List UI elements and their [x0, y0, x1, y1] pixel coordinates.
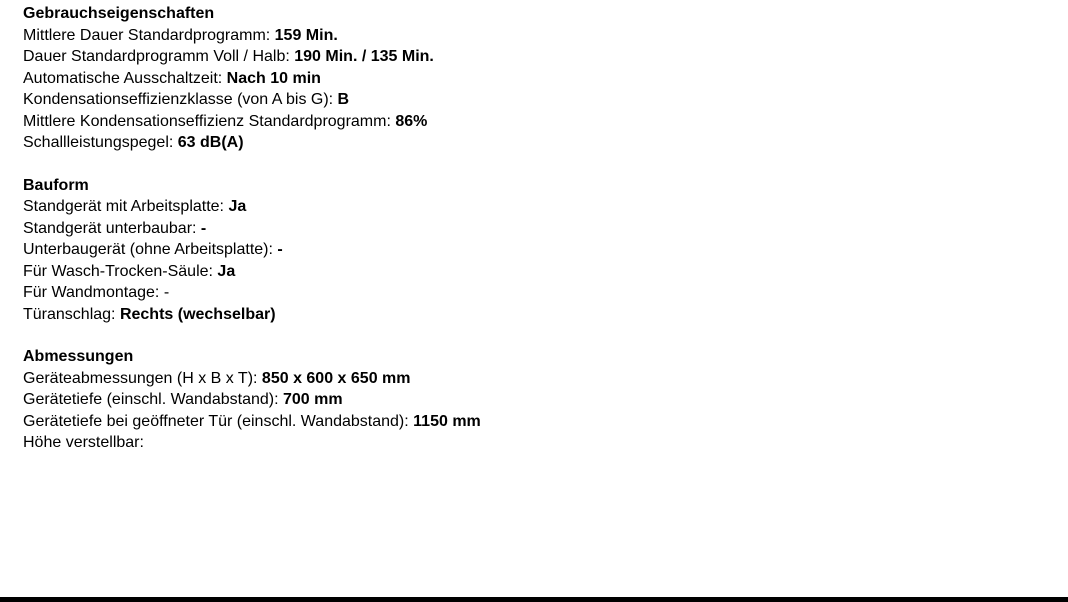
spec-row — [23, 89, 1053, 111]
spec-row — [23, 196, 1053, 218]
spec-label: Standgerät unterbaubar: — [23, 219, 201, 237]
section-title: Gebrauchseigenschaften — [23, 5, 215, 22]
spec-row — [23, 111, 1053, 133]
page-bottom-divider — [0, 597, 1068, 602]
spec-value: 850 x 600 x 650 mm — [261, 369, 411, 387]
spec-label: Mittlere Kondensationseffizienz Standardprogramm: — [23, 112, 396, 130]
section-gebrauchseigenschaften — [23, 3, 1053, 154]
section-abmessungen — [23, 346, 1053, 454]
spec-value: B — [337, 91, 350, 108]
spec-label: Für Wasch-Trocken-Säule: — [23, 262, 218, 280]
spec-label: Für Wandmontage: — [23, 284, 164, 301]
spec-value: Ja — [228, 198, 247, 215]
spec-value: Ja — [217, 262, 236, 280]
spec-label: Standgerät mit Arbeitsplatte: — [23, 198, 229, 215]
spec-label: Schallleistungspegel: — [23, 134, 178, 151]
spec-row — [23, 304, 1053, 326]
spec-row — [23, 368, 1053, 390]
spec-label: Gerätetiefe (einschl. Wandabstand): — [23, 391, 283, 408]
section-title: Abmessungen — [23, 348, 134, 365]
spec-row — [23, 132, 1053, 154]
spec-row — [23, 282, 1053, 304]
spec-label: Türanschlag: — [23, 305, 120, 323]
spec-row — [23, 261, 1053, 283]
spec-label: Dauer Standardprogramm Voll / Halb: — [23, 48, 295, 65]
spec-label: Gerätetiefe bei geöffneter Tür (einschl. Wandabstand): — [23, 412, 414, 430]
spec-row — [23, 68, 1053, 90]
spec-row — [23, 25, 1053, 47]
spec-value: - — [277, 241, 283, 258]
spec-row — [23, 46, 1053, 68]
section-title: Bauform — [23, 176, 89, 194]
spec-row — [23, 239, 1053, 261]
spec-label: Kondensationseffizienzklasse (von A bis G): — [23, 91, 338, 108]
spec-value: Nach 10 min — [226, 69, 321, 87]
spec-row — [23, 389, 1053, 411]
spec-value: Rechts (wechselbar) — [119, 305, 276, 323]
spec-value: - — [163, 284, 170, 301]
spec-label: Automatische Ausschaltzeit: — [23, 69, 227, 87]
spec-value: 190 Min. / 135 Min. — [294, 48, 434, 65]
section-bauform — [23, 175, 1053, 326]
spec-value: 86% — [395, 112, 428, 130]
spec-label: Höhe verstellbar: — [23, 434, 144, 451]
spec-value: - — [200, 219, 207, 237]
spec-label: Unterbaugerät (ohne Arbeitsplatte): — [23, 241, 278, 258]
spec-value: 63 dB(A) — [177, 134, 244, 151]
spec-document — [23, 3, 1053, 475]
spec-label: Geräteabmessungen (H x B x T): — [23, 369, 262, 387]
spec-row — [23, 218, 1053, 240]
spec-value: 159 Min. — [274, 26, 338, 44]
spec-label: Mittlere Dauer Standardprogramm: — [23, 26, 275, 44]
spec-value: 700 mm — [282, 391, 343, 408]
spec-row — [23, 411, 1053, 433]
spec-row — [23, 432, 1053, 454]
spec-value: 1150 mm — [413, 412, 481, 430]
